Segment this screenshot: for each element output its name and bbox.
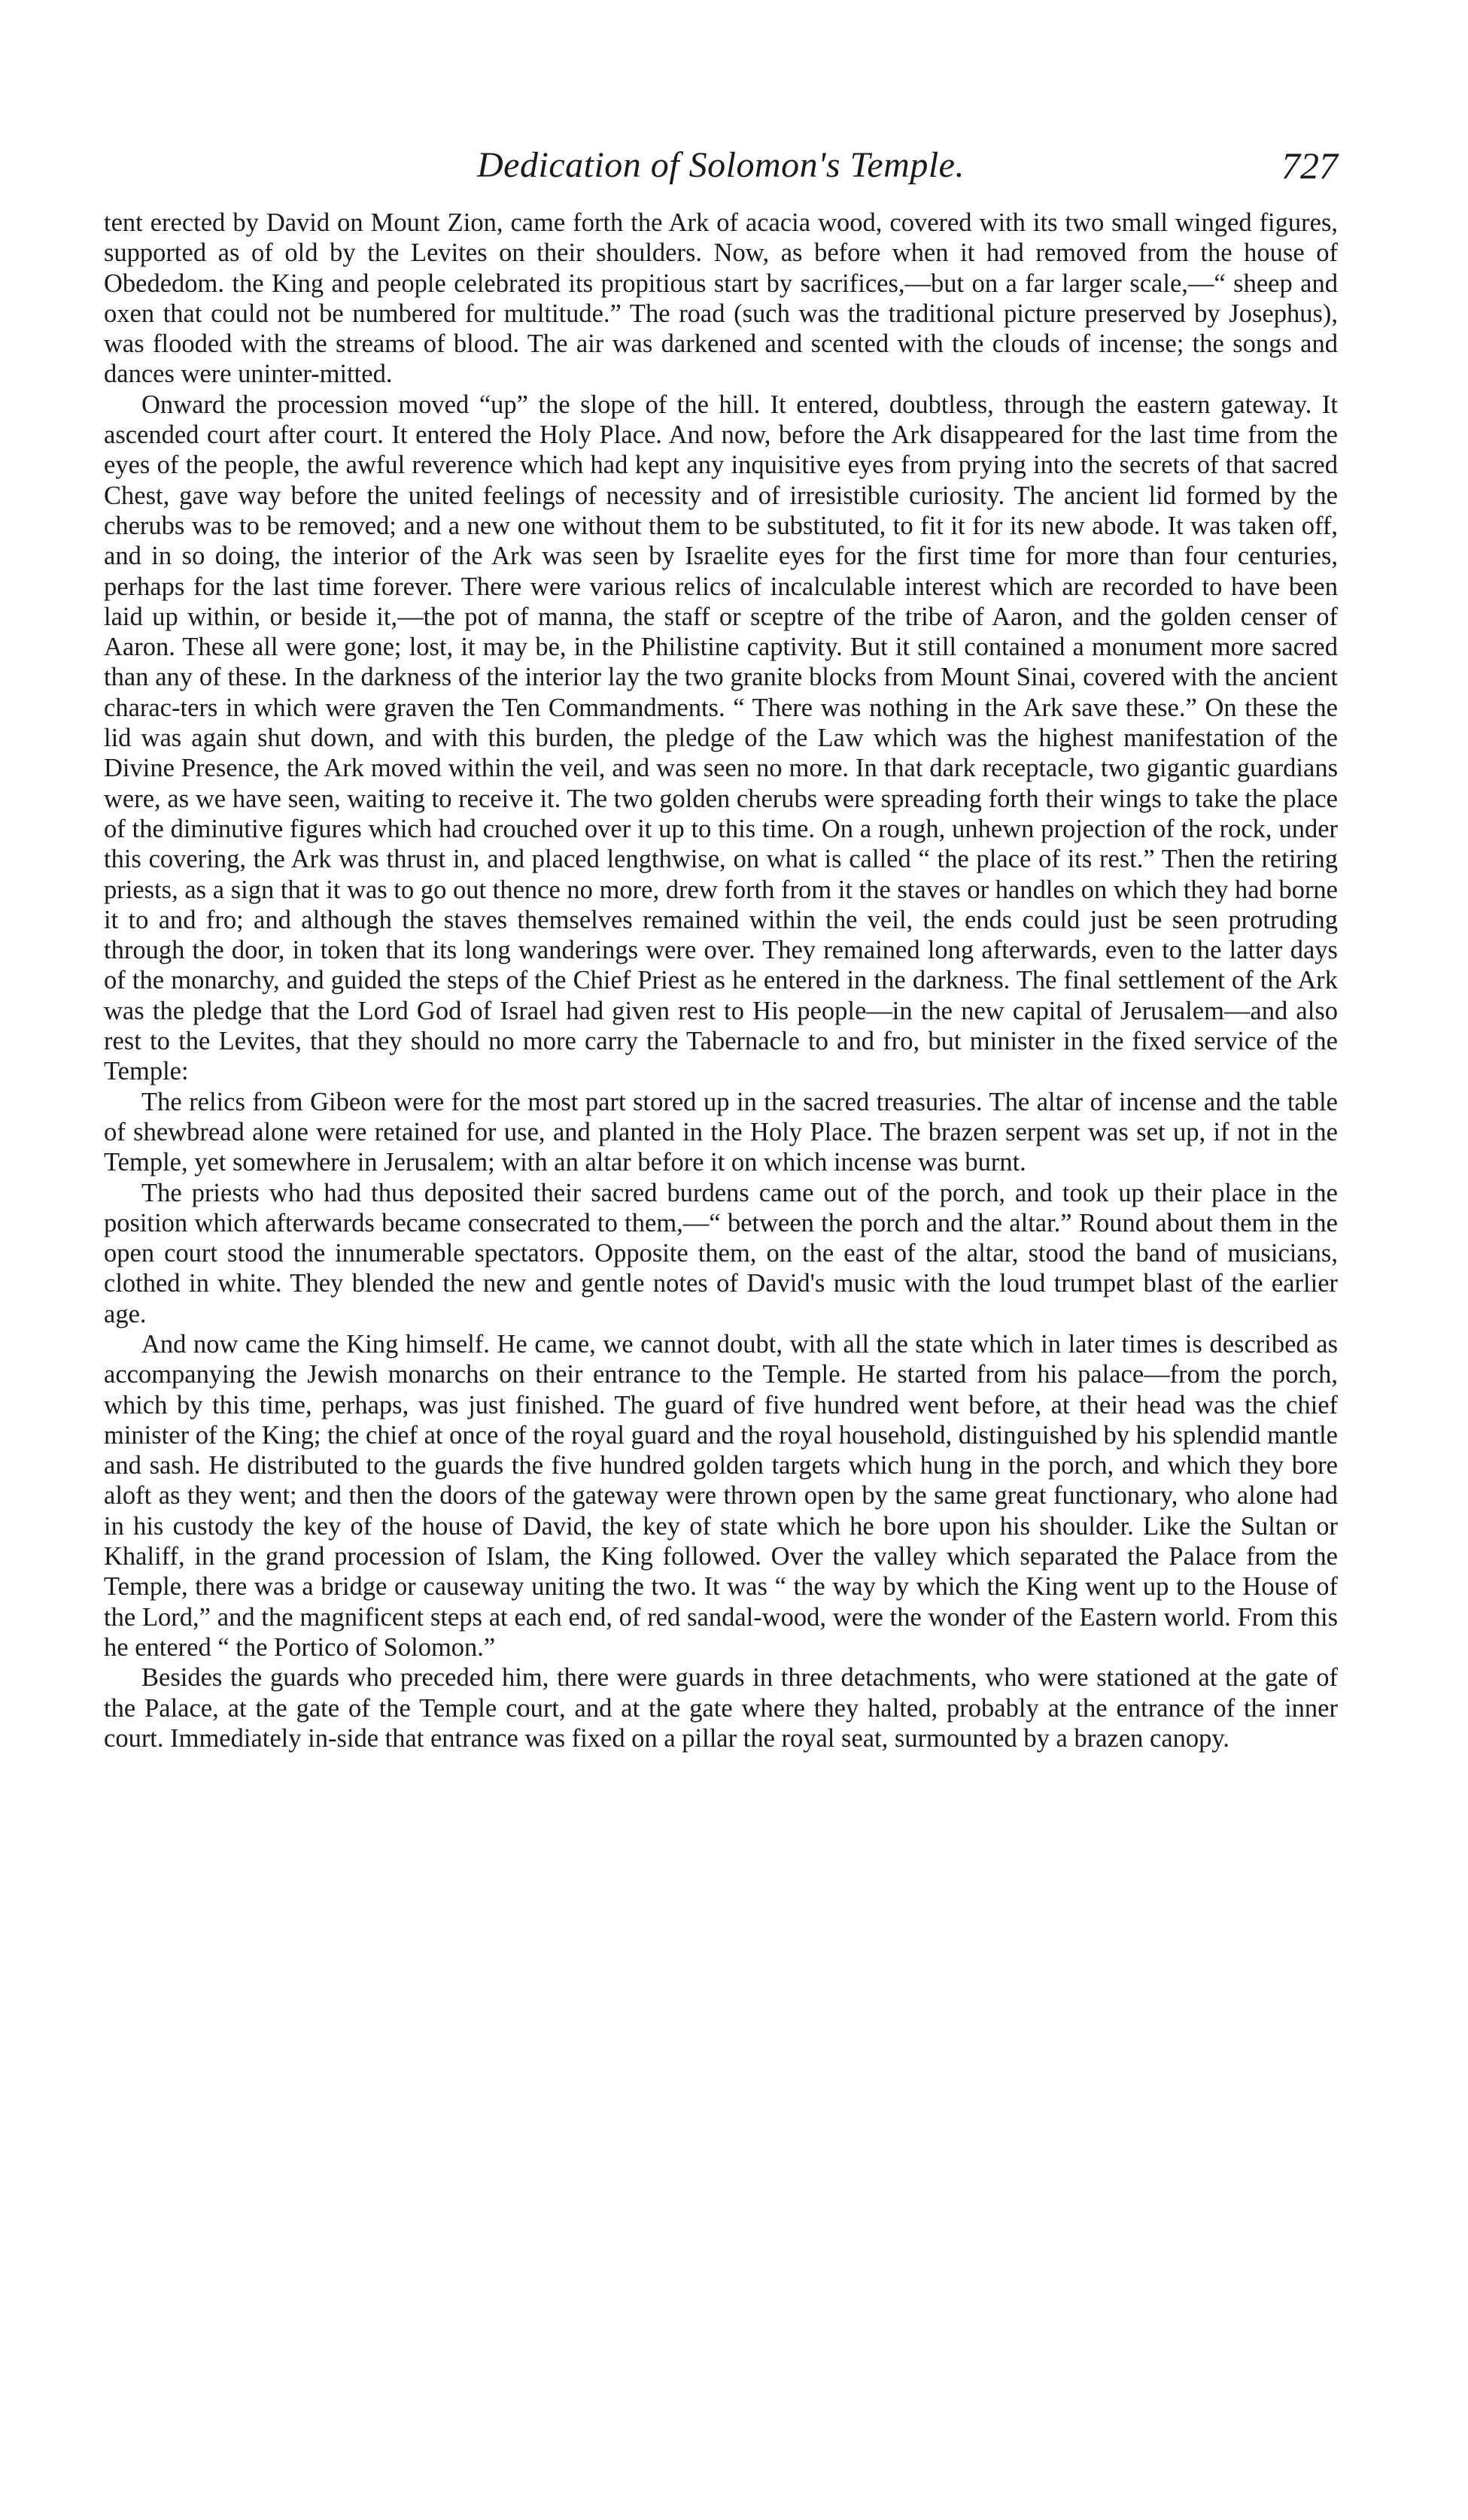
paragraph: And now came the King himself. He came, we cannot doubt, with all the state which in later times is described as accompanying the Jewish monarchs on their entrance to the Temple. He started from his palace—from the porch, which by this time, perhaps, was just finished. The guard of five hundred went before, at their head was the chief minister of the King; the chief at once of the royal guard and the royal household, distinguished by his splendid mantle and sash. He distributed to the guards the five hundred golden targets which hung in the porch, and which they bore aloft as they went; and then the doors of the gateway were thrown open by the same great functionary, who alone had in his custody the key of the house of David, the key of state which he bore upon his shoulder. Like the Sultan or Khaliff, in the grand procession of Islam, the King followed. Over the valley which separated the Palace from the Temple, there was a bridge or causeway uniting the two. It was “ the way by which the King went up to the House of the Lord,” and the magnificent steps at each end, of red sandal-wood, were the wonder of the Eastern world. From this he entered “ the Portico of Solomon.” xyxy=(104,1329,1338,1662)
running-title: Dedication of Solomon's Temple. xyxy=(477,145,965,185)
paragraph: Onward the procession moved “up” the slope of the hill. It entered, doubtless, through the eastern gateway. It ascended court after court. It entered the Holy Place. And now, before the Ark disappeared for the last time from the eyes of the people, the awful reverence which had kept any inquisitive eyes from prying into the secrets of that sacred Chest, gave way before the united feelings of necessity and of irresistible curiosity. The ancient lid formed by the cherubs was to be removed; and a new one without them to be substituted, to fit it for its new abode. It was taken off, and in so doing, the interior of the Ark was seen by Israelite eyes for the first time for more than four centuries, perhaps for the last time forever. There were various relics of incalculable interest which are recorded to have been laid up within, or beside it,—the pot of manna, the staff or sceptre of the tribe of Aaron, and the golden censer of Aaron. These all were gone; lost, it may be, in the Philistine captivity. But it still contained a monument more sacred than any of these. In the darkness of the interior lay the two granite blocks from Mount Sinai, covered with the ancient charac-ters in which were graven the Ten Commandments. “ There was nothing in the Ark save these.” On these the lid was again shut down, and with this burden, the pledge of the Law which was the highest manifestation of the Divine Presence, the Ark moved within the veil, and was seen no more. In that dark receptacle, two gigantic guardians were, as we have seen, waiting to receive it. The two golden cherubs were spreading forth their wings to take the place of the diminutive figures which had crouched over it up to this time. On a rough, unhewn projection of the rock, under this covering, the Ark was thrust in, and placed lengthwise, on what is called “ the place of its rest.” Then the retiring priests, as a sign that it was to go out thence no more, drew forth from it the staves or handles on which they had borne it to and fro; and although the staves themselves remained within the veil, the ends could just be seen protruding through the door, in token that its long wanderings were over. They remained long afterwards, even to the latter days of the monarchy, and guided the steps of the Chief Priest as he entered in the darkness. The final settlement of the Ark was the pledge that the Lord God of Israel had given rest to His people—in the new capital of Jerusalem—and also rest to the Levites, that they should no more carry the Tabernacle to and fro, but minister in the fixed service of the Temple: xyxy=(104,390,1338,1086)
paragraph: The relics from Gibeon were for the most part stored up in the sacred treasuries. The altar of incense and the table of shewbread alone were retained for use, and planted in the Holy Place. The brazen serpent was set up, if not in the Temple, yet somewhere in Jerusalem; with an altar before it on which incense was burnt. xyxy=(104,1087,1338,1177)
paragraph: Besides the guards who preceded him, there were guards in three detachments, who were stationed at the gate of the Palace, at the gate of the Temple court, and at the gate where they halted, probably at the entrance of the inner court. Immediately in-side that entrance was fixed on a pillar the royal seat, surmounted by a brazen canopy. xyxy=(104,1663,1338,1753)
book-page xyxy=(104,143,1338,1753)
paragraph: tent erected by David on Mount Zion, came forth the Ark of acacia wood, covered with its two small winged figures, supported as of old by the Levites on their shoulders. Now, as before when it had removed from the house of Obededom. the King and people celebrated its propitious start by sacrifices,—but on a far larger scale,—“ sheep and oxen that could not be numbered for multitude.” The road (such was the traditional picture preserved by Josephus), was flooded with the streams of blood. The air was darkened and scented with the clouds of incense; the songs and dances were uninter-mitted. xyxy=(104,208,1338,389)
page-number: 727 xyxy=(1281,144,1338,187)
page-header xyxy=(104,143,1338,197)
body-text xyxy=(104,208,1338,1753)
paragraph: The priests who had thus deposited their sacred burdens came out of the porch, and took up their place in the position which afterwards became consecrated to them,—“ between the porch and the altar.” Round about them in the open court stood the innumerable spectators. Opposite them, on the east of the altar, stood the band of musicians, clothed in white. They blended the new and gentle notes of David's music with the loud trumpet blast of the earlier age. xyxy=(104,1178,1338,1328)
